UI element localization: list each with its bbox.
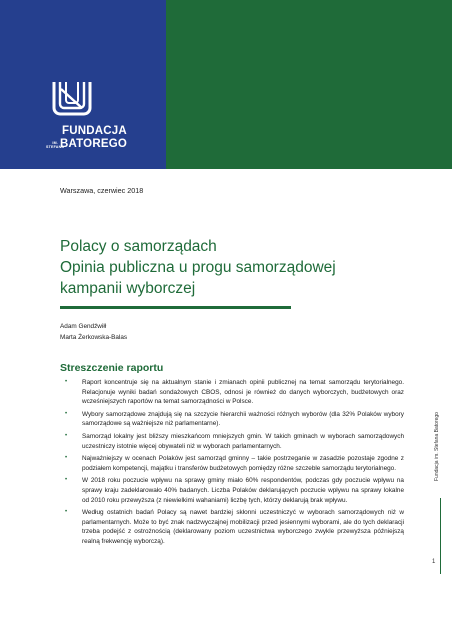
author-name: Marta Żerkowska-Balas (60, 334, 128, 341)
summary-item-text: Raport koncentruje się na aktualnym stanie i zmianach opinii publicznej na temat samorządu terytorialnego. Relacjonuje wyniki badań sondażowych CBOS, odnosi je również do danych wyborczych, budżetowych oraz wcześniejszych raportów na temat samorządności w Polsce. (82, 379, 404, 406)
summary-item (60, 508, 404, 546)
summary-list (60, 378, 404, 550)
logo-small-text: IM. STEFANA (46, 140, 65, 149)
bullet-icon: • (65, 509, 68, 516)
sidebar-foundation-name: Fundacja im. Stefana Batorego (434, 412, 440, 481)
title-underline (60, 306, 291, 309)
bullet-icon: • (65, 379, 68, 385)
sidebar-rule (440, 498, 441, 574)
summary-item-text: Samorząd lokalny jest bliższy mieszkańcom mniejszych gmin. W takich gminach w wyborach samorządowych uczestniczy istotnie więcej obywateli niż w wyborach parlamentarnych. (82, 432, 404, 450)
summary-item (60, 476, 404, 505)
summary-item-text: W 2018 roku poczucie wpływu na sprawy gminy miało 60% respondentów, podczas gdy poczucie wpływu na sprawy kraju zadeklarowało 40% badanych. Liczba Polaków deklarujących poczucie wpływu na sprawy lokalne od 2010 roku przewyższa (z niewielkimi wahaniami) liczbę tych, którzy deklarują brak wpływu. (82, 477, 404, 504)
header-banner-green (166, 0, 452, 169)
bullet-icon: • (65, 455, 68, 462)
summary-item (60, 410, 404, 429)
bullet-icon: • (65, 477, 68, 484)
author-name: Adam Gendźwiłł (60, 323, 107, 330)
title-line-2: Opinia publiczna u progu samorządowej (60, 259, 336, 276)
summary-item (60, 432, 404, 451)
authors (60, 321, 127, 343)
summary-item-text: Wybory samorządowe znajdują się na szczycie hierarchii ważności różnych wyborów (dla 32% Polaków wybory samorządowe są ważniejsze niż parlamentarne). (82, 410, 404, 428)
foundation-logo-text (46, 125, 127, 151)
foundation-logo-icon (52, 78, 92, 118)
logo-line-1: FUNDACJA (62, 125, 127, 137)
summary-item-text: Najważniejszy w ocenach Polaków jest samorząd gminny – takie postrzeganie w zasadzie pozostaje zgodne z podziałem kompetencji, majątku i transferów budżetowych pomiędzy różne szczeble samorządu terytorialnego. (82, 455, 404, 472)
summary-heading: Streszczenie raportu (60, 362, 164, 374)
logo-line-2: BATOREGO (60, 138, 127, 150)
summary-item (60, 378, 404, 407)
title-line-3: kampanii wyborczej (60, 280, 196, 297)
summary-item (60, 454, 404, 473)
summary-item-text: Według ostatnich badań Polacy są nawet bardziej skłonni uczestniczyć w wyborach samorządowych niż w parlamentarnych. Może to być znak nadzwyczajnej mobilizacji przed jesiennymi wyborami, ale do tych deklaracji trzeba podejść z ostrożnością (deklarowany poziom uczestnictwa wyborczego zwykle przewyższa późniejszą realną frekwencję wyborczą). (82, 509, 404, 545)
report-title (60, 236, 420, 299)
report-date: Warszawa, czerwiec 2018 (60, 186, 144, 195)
page-number: 1 (432, 559, 436, 565)
bullet-icon: • (65, 410, 68, 417)
bullet-icon: • (65, 432, 68, 439)
header-banner-blue (0, 0, 166, 169)
title-line-1: Polacy o samorządach (60, 238, 217, 255)
